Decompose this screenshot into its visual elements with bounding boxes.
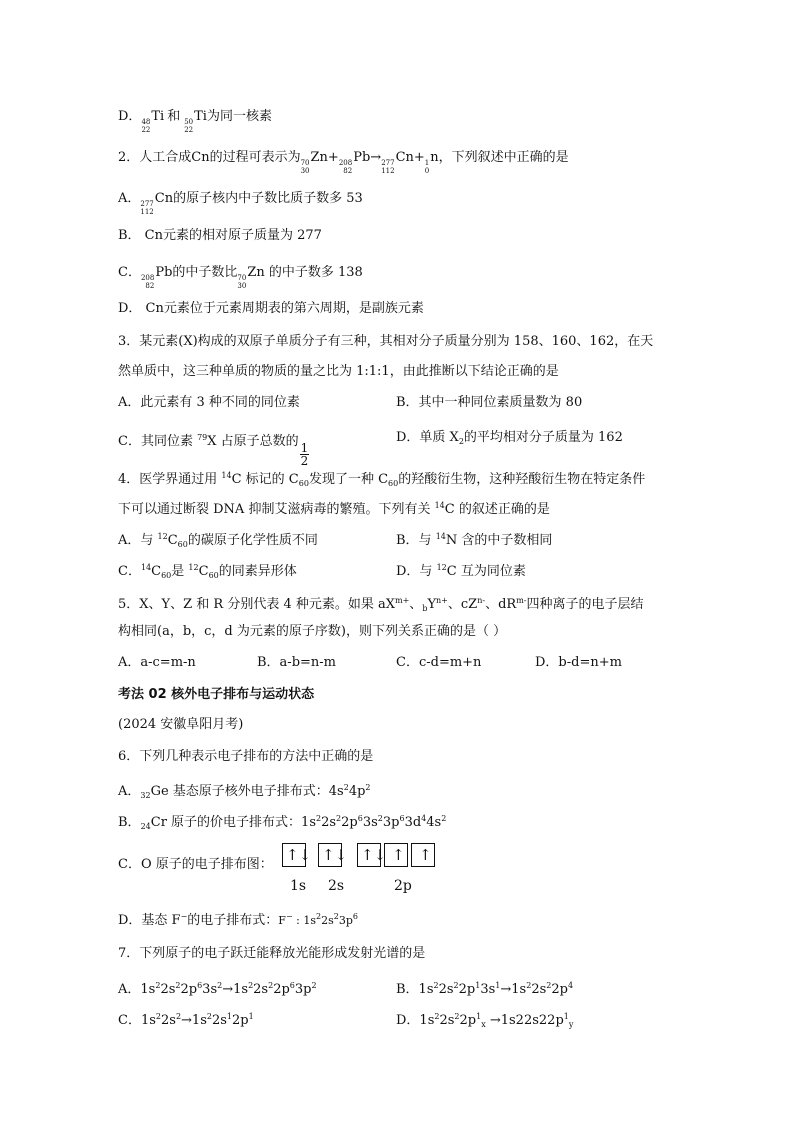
q4-option-d[interactable]: D．与 $^{12}$C 互为同位素: [396, 563, 526, 579]
orbital-box-2s: ↑↓: [318, 843, 342, 867]
q7-option-b[interactable]: B．$1s^22s^22p^13s^1\to 1s^22s^22p^4$: [396, 981, 574, 997]
q2-option-d[interactable]: D． Cn元素位于元素周期表的第六周期，是副族元素: [118, 301, 424, 316]
q3-option-a[interactable]: A．此元素有 3 种不同的同位素: [118, 395, 300, 410]
orbital-label-2p: 2p: [394, 878, 412, 894]
q5-stem-line2: 构相同(a，b，c，d 为元素的原子序数)，则下列关系正确的是（ ）: [118, 624, 507, 639]
q5-option-a[interactable]: A．a-c=m-n: [118, 655, 196, 670]
q5-option-c[interactable]: C．c-d=m+n: [396, 655, 482, 670]
q2-option-a[interactable]: A． 277 112 Cn的原子核内中子数比质子数多 53: [118, 191, 363, 216]
orbital-box-2p-2: ↑: [384, 843, 408, 867]
q3-stem-line1: 3．某元素(X)构成的双原子单质分子有三种，其相对分子质量分别为 158、160、162，在天: [118, 334, 654, 349]
q7-stem: 7．下列原子的电子跃迁能释放光能形成发射光谱的是: [118, 946, 426, 961]
q5-option-d[interactable]: D．b-d=n+m: [535, 655, 622, 670]
orbital-box-2p-1: ↑↓: [357, 843, 381, 867]
q2-option-b[interactable]: B． Cn元素的相对原子质量为 277: [118, 228, 322, 243]
q6-option-c[interactable]: C．O 原子的电子排布图：: [118, 857, 273, 872]
q4-stem-line2: 下可以通过断裂 DNA 抑制艾滋病毒的繁殖。下列有关 $^{14}$C 的叙述正确的是: [118, 501, 550, 517]
q6-option-b[interactable]: B．$_{24}$Cr 原子的价电子排布式：$1s^22s^22p^63s^23p^63d^44s^2$: [118, 814, 447, 831]
orbital-label-2s: 2s: [328, 878, 345, 894]
q3-stem-line2: 然单质中，这三种单质的物质的量之比为 1:1:1，由此推断以下结论正确的是: [118, 364, 559, 379]
q3-option-d[interactable]: D．单质 $X_2$的平均相对分子质量为 162: [396, 430, 623, 446]
section-source: (2024 安徽阜阳月考): [118, 717, 244, 732]
q3-option-b[interactable]: B．其中一种同位素质量数为 80: [396, 395, 583, 410]
q7-option-d[interactable]: D．$1s^22s^22p^1_x \to 1s22s22p^1_y$: [396, 1012, 574, 1029]
q7-option-a[interactable]: A．$1s^22s^22p^63s^2\to 1s^22s^22p^63p^2$: [118, 981, 317, 997]
q4-option-b[interactable]: B．与 $^{14}$N 含的中子数相同: [396, 532, 553, 548]
q7-option-c[interactable]: C．$1s^22s^2\to 1s^22s^12p^1$: [118, 1012, 254, 1028]
q5-option-b[interactable]: B．a-b=n-m: [257, 655, 337, 670]
q3-option-c[interactable]: C．其同位素 $^{79}$X 占原子总数的 $\frac{1}{2}$: [118, 433, 309, 468]
section-title: 考法 02 核外电子排布与运动状态: [118, 687, 315, 702]
q6-option-a[interactable]: A．$_{32}$Ge 基态原子核外电子排布式：$4s^24p^2$: [118, 783, 371, 800]
q2-option-c[interactable]: C． 208 82 Pb的中子数比 70 30 Zn 的中子数多 138: [118, 265, 363, 290]
orbital-box-1s: ↑↓: [282, 843, 306, 867]
q4-stem-line1: 4．医学界通过用 $^{14}$C 标记的 $C_{60}$发现了一种 $C_{60}$的羟酸衍生物，这种羟酸衍生物在特定条件: [118, 471, 646, 488]
q4-option-a[interactable]: A．与 $^{12}C_{60}$的碳原子化学性质不同: [118, 532, 318, 549]
orbital-box-2p-3: ↑: [411, 843, 435, 867]
q5-stem-line1: 5．X、Y、Z 和 R 分别代表 4 种元素。如果 $aX^{m+}$、$_bY^{n+}$、$cZ^{n-}$、$dR^{m-}$四种离子的电子层结: [118, 596, 644, 613]
q2-stem: 2．人工合成Cn的过程可表示为 70 30 Zn+ 208 82 Pb→ 277 112 Cn+ 1 0 n，下列叙述中正确的是: [118, 150, 569, 175]
orbital-label-1s: 1s: [290, 878, 307, 894]
q6-stem: 6．下列几种表示电子排布的方法中正确的是: [118, 749, 374, 764]
q4-option-c[interactable]: C．$^{14}C_{60}$是 $^{12}C_{60}$的同素异形体: [118, 563, 297, 580]
q1-option-d[interactable]: D． 48 22 Ti 和 50 22 Ti为同一核素: [118, 109, 272, 134]
q6-option-d[interactable]: D．基态 F−的电子排布式：F− : $1s^22s^23p^6$: [118, 912, 358, 928]
